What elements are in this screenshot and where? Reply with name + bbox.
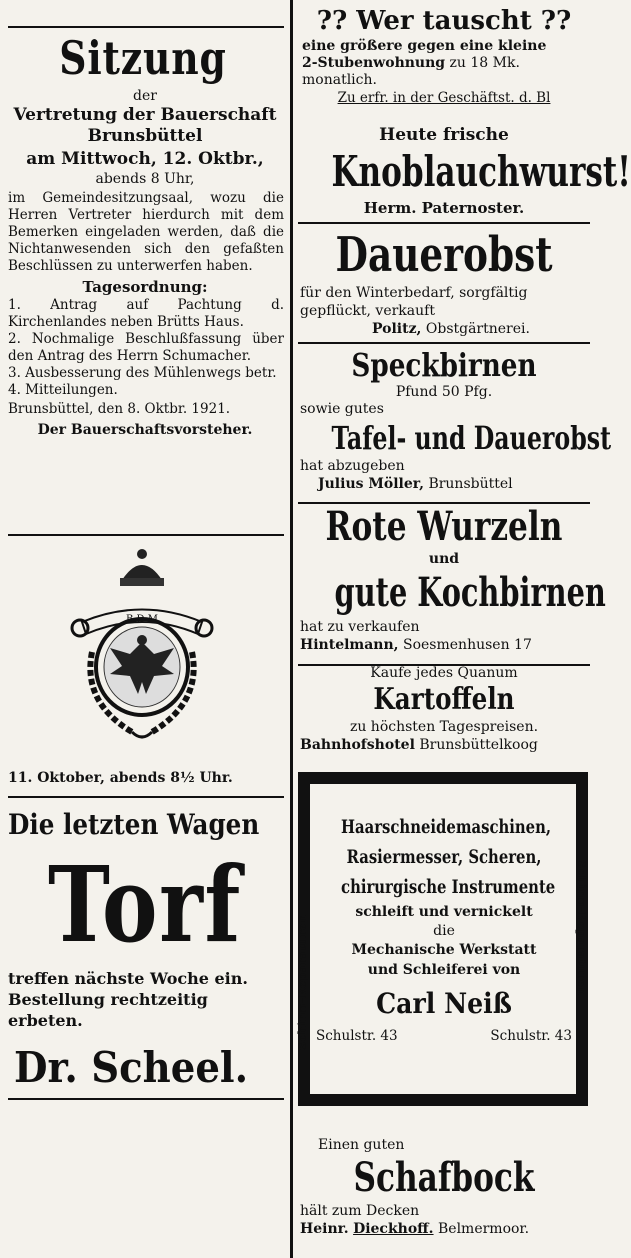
wurzeln-name (300, 636, 596, 654)
emblem-banner-text: B D M (126, 614, 158, 625)
kartoffeln-line: zu höchsten Tagespreisen. (349, 719, 539, 735)
torf-text: treffen nächste Woche ein. Bestellung rechtzeitig erbeten. (8, 969, 248, 1030)
sitzung-notice (0, 30, 290, 530)
emblem-caption: 11. Oktober, abends 8½ Uhr. (8, 770, 233, 786)
neiss-side-right: Schirm-Reparaturen (575, 860, 588, 996)
neiss-side-left: Schirm-Reparaturen (296, 914, 309, 1050)
divider (298, 342, 590, 344)
schafbock-name2: Dieckhoff. (353, 1221, 434, 1237)
tausch-info: Zu erfr. in der Geschäftst. d. Bl (337, 90, 551, 106)
speck-word2: Tafel- und Dauerobst (331, 419, 612, 457)
agenda-heading: Tagesordnung: (82, 278, 208, 296)
neiss-die: die (433, 923, 455, 939)
wurzeln-word: Rote Wurzeln (325, 503, 563, 550)
sitzung-body-line1: Vertretung der Bauerschaft (13, 105, 277, 125)
sitzung-body-line2: Brunsbüttel (87, 126, 203, 146)
tausch-line2-bold: 2-Stubenwohnung (302, 55, 446, 71)
kartoffeln-name-rest: Brunsbüttelkoog (419, 737, 538, 753)
emblem-block (0, 540, 290, 760)
neiss-ad (312, 812, 576, 1046)
neiss-line5: Mechanische Werkstatt (351, 942, 537, 958)
neiss-line2: Rasiermesser, Scheren, (346, 846, 542, 868)
tausch-line1: eine größere gegen eine kleine (302, 38, 547, 54)
torf-name: Dr. Scheel. (14, 1043, 249, 1092)
agenda-item: 3. Ausbesserung des Mühlenwegs betr. (8, 365, 277, 381)
neiss-line6: und Schleiferei von (367, 962, 521, 978)
dauerobst-ad (292, 226, 596, 338)
speck-word: Speckbirnen (351, 346, 537, 384)
neiss-addr2: Schulstr. 43 (490, 1028, 572, 1044)
neiss-line1: Haarschneidemaschinen, (341, 816, 552, 838)
speck-also: sowie gutes (300, 401, 384, 417)
agenda-item: 1. Antrag auf Pachtung d. Kirchenlandes neben Brütts Haus. (8, 297, 284, 330)
schafbock-name (300, 1220, 596, 1238)
neiss-line3: chirurgische Instrumente (341, 876, 556, 898)
tausch-line3: monatlich. (302, 72, 377, 88)
sitzung-date: am Mittwoch, 12. Oktbr., (26, 149, 264, 169)
knoblauch-name: Herm. Paternoster. (363, 199, 525, 217)
dauerobst-name-rest: Obstgärtnerei. (425, 321, 530, 337)
neiss-name: Carl Neiß (376, 987, 512, 1020)
divider (298, 222, 590, 224)
neiss-line4: schleift und vernickelt (355, 904, 533, 920)
agenda-item: 2. Nochmalige Beschlußfassung über den Antrag des Herrn Schumacher. (8, 331, 284, 364)
schafbock-name1: Heinr. (300, 1221, 349, 1237)
dauerobst-name-bold: Politz, (372, 321, 422, 337)
kartoffeln-ad (292, 664, 596, 754)
agenda-list (8, 297, 284, 399)
kartoffeln-name-bold: Bahnhofshotel (300, 737, 415, 753)
speck-name-bold: Julius Möller, (318, 476, 424, 492)
agenda-item: 4. Mitteilungen. (8, 382, 118, 398)
dauerobst-name (372, 320, 596, 338)
sitzung-title: Sitzung (59, 31, 227, 85)
speck-name-rest: Brunsbüttel (428, 476, 513, 492)
neiss-addr1: Schulstr. 43 (316, 1028, 398, 1044)
kartoffeln-name (300, 736, 596, 754)
knoblauch-pre: Heute frische (379, 125, 509, 145)
sitzung-signature: Der Bauerschaftsvorsteher. (37, 422, 253, 438)
wurzeln-name-rest: Soesmenhusen 17 (403, 637, 532, 653)
wurzeln-ad (292, 503, 606, 654)
dauerobst-line2: gepflückt, verkauft (300, 303, 435, 319)
speck-name (318, 475, 596, 493)
tausch-heading: ?? Wer tauscht ?? (316, 6, 572, 36)
kartoffeln-pre: Kaufe jedes Quanum (370, 665, 518, 681)
schafbock-line: hält zum Decken (300, 1203, 420, 1219)
schafbock-place: Belmermoor. (438, 1221, 530, 1237)
torf-ad (0, 808, 290, 1098)
tausch-line2-rest: zu 18 Mk. (449, 55, 520, 71)
dauerobst-word: Dauerobst (335, 227, 553, 283)
divider (8, 26, 284, 28)
wurzeln-name-bold: Hintelmann, (300, 637, 399, 653)
sitzung-text: im Gemeindesitzungsaal, wozu die Herren Vertreter hierdurch mit dem Bemerken eingeladen werden, daß die Nichtanwesenden sich den gefaßten Beschlüssen zu unterwerfen haben. (8, 190, 284, 274)
wurzeln-line: hat zu verkaufen (300, 619, 420, 635)
schafbock-ad (292, 1136, 596, 1238)
neiss-addresses (316, 1026, 572, 1046)
schafbock-word: Schafbock (353, 1154, 535, 1201)
eagle-crest-emblem-icon (62, 542, 222, 752)
torf-line1: Die letzten Wagen (8, 808, 260, 841)
schafbock-pre: Einen guten (318, 1137, 405, 1153)
wurzeln-und: und (428, 551, 460, 567)
divider (8, 1098, 284, 1100)
wurzeln-word2: gute Kochbirnen (334, 569, 606, 616)
torf-word: Torf (48, 843, 242, 966)
sitzung-time: abends 8 Uhr, (95, 171, 195, 187)
sitzung-place-date: Brunsbüttel, den 8. Oktbr. 1921. (8, 401, 231, 417)
kartoffeln-word: Kartoffeln (373, 682, 515, 717)
dauerobst-line1: für den Winterbedarf, sorgfältig (300, 285, 528, 301)
speck-price: Pfund 50 Pfg. (395, 384, 493, 400)
knoblauch-ad (292, 124, 631, 218)
tausch-line2 (302, 55, 596, 72)
knoblauch-word: Knoblauchwurst! (331, 147, 631, 196)
speck-line: hat abzugeben (300, 458, 405, 474)
divider (8, 534, 284, 536)
tausch-ad (292, 4, 596, 107)
speckbirnen-ad (292, 346, 612, 493)
sitzung-der: der (133, 88, 157, 104)
divider (8, 796, 284, 798)
